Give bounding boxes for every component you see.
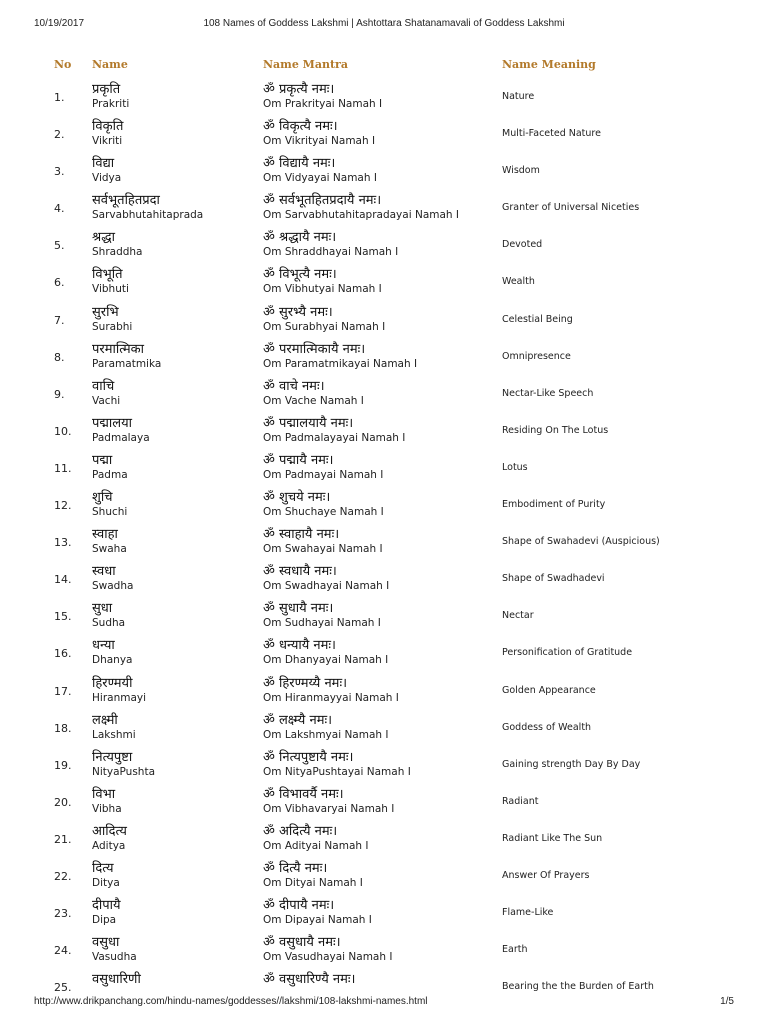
mantra-transliteration: Om Vibhavaryai Namah I (263, 802, 395, 815)
name-meaning: Bearing the the Burden of Earth (502, 981, 654, 993)
mantra-devanagari: ॐ वसुधारिण्यै नमः। (263, 972, 356, 988)
row-number: 12. (54, 499, 72, 513)
table-row (0, 896, 768, 933)
name-devanagari: प्रकृति (92, 82, 121, 97)
name-devanagari: श्रद्धा (92, 230, 115, 246)
table-row (0, 674, 768, 711)
name-transliteration: Shraddha (92, 246, 143, 259)
row-number: 3. (54, 165, 65, 179)
name-transliteration: Vidya (92, 172, 122, 185)
names-table (0, 52, 768, 1007)
name-meaning: Gaining strength Day By Day (502, 758, 641, 770)
mantra-devanagari: ॐ विकृत्यै नमः। (263, 119, 338, 135)
table-row (0, 711, 768, 748)
name-transliteration: Surabhi (92, 320, 133, 333)
name-devanagari: वाचि (92, 378, 115, 394)
name-devanagari: नित्यपुष्टा (92, 749, 133, 765)
name-devanagari: विकृति (92, 119, 124, 135)
mantra-devanagari: ॐ सर्वभूतहितप्रदायै नमः। (263, 193, 382, 209)
name-meaning: Personification of Gratitude (502, 647, 633, 659)
name-devanagari: स्वाहा (92, 527, 118, 543)
name-devanagari: हिरण्मयी (92, 675, 133, 691)
name-meaning: Granter of Universal Niceties (502, 202, 640, 214)
name-devanagari: वसुधा (92, 935, 120, 951)
mantra-transliteration: Om Vasudhayai Namah I (263, 951, 393, 964)
name-meaning: Radiant Like The Sun (502, 832, 603, 844)
row-number: 16. (54, 647, 72, 661)
name-transliteration: Lakshmi (92, 728, 136, 741)
name-transliteration: Sudha (92, 617, 126, 630)
name-meaning: Earth (502, 944, 528, 956)
header-mantra: Name Mantra (263, 58, 348, 71)
mantra-transliteration: Om Paramatmikayai Namah I (263, 357, 418, 370)
row-number: 6. (54, 276, 65, 290)
table-row (0, 785, 768, 822)
header-meaning: Name Meaning (502, 58, 596, 71)
row-number: 14. (54, 573, 72, 587)
mantra-transliteration: Om NityaPushtayai Namah I (263, 765, 411, 778)
table-row (0, 117, 768, 154)
name-transliteration: Sarvabhutahitaprada (92, 209, 204, 222)
name-transliteration: Ditya (92, 876, 120, 889)
row-number: 24. (54, 944, 72, 958)
mantra-transliteration: Om Lakshmyai Namah I (263, 728, 389, 741)
table-body (0, 80, 768, 1007)
name-devanagari: विभा (92, 786, 116, 802)
row-number: 15. (54, 610, 72, 624)
mantra-transliteration: Om Adityai Namah I (263, 839, 369, 852)
name-devanagari: विभूति (92, 267, 123, 283)
name-meaning: Nectar-Like Speech (502, 387, 594, 399)
mantra-transliteration: Om Prakrityai Namah I (263, 98, 383, 110)
name-transliteration: Aditya (92, 839, 126, 852)
mantra-devanagari: ॐ अदित्यै नमः। (263, 823, 338, 839)
name-devanagari: सुधा (92, 601, 113, 617)
name-transliteration: Vachi (92, 394, 121, 407)
page-title: 108 Names of Goddess Lakshmi | Ashtottara Shatanamavali of Goddess Lakshmi (203, 18, 565, 29)
table-row (0, 525, 768, 562)
row-number: 25. (54, 981, 72, 995)
mantra-transliteration: Om Shuchaye Namah I (263, 506, 384, 519)
mantra-devanagari: ॐ सुधायै नमः। (263, 601, 334, 617)
mantra-devanagari: ॐ पद्मालयायै नमः। (263, 415, 354, 431)
print-date: 10/19/2017 (34, 18, 85, 29)
mantra-transliteration: Om Padmayai Namah I (263, 468, 384, 481)
mantra-transliteration: Om Shraddhayai Namah I (263, 246, 399, 259)
print-header (0, 0, 768, 40)
mantra-transliteration: Om Vidyayai Namah I (263, 172, 377, 185)
table-row (0, 599, 768, 636)
name-devanagari: पद्मा (92, 452, 113, 468)
header-no: No (54, 58, 72, 71)
mantra-devanagari: ॐ सुरभ्यै नमः। (263, 304, 333, 320)
name-transliteration: Vasudha (92, 951, 137, 964)
name-transliteration: Vibhuti (92, 283, 129, 296)
name-devanagari: सर्वभूतहितप्रदा (92, 193, 160, 209)
table-row (0, 822, 768, 859)
name-meaning: Shape of Swahadevi (Auspicious) (502, 536, 660, 548)
row-number: 10. (54, 424, 72, 438)
name-meaning: Multi-Faceted Nature (502, 128, 601, 140)
row-number: 17. (54, 684, 72, 698)
row-number: 8. (54, 350, 65, 364)
table-row (0, 228, 768, 265)
mantra-transliteration: Om Hiranmayyai Namah I (263, 691, 399, 704)
mantra-transliteration: Om Swahayai Namah I (263, 543, 383, 556)
mantra-devanagari: ॐ वाचे नमः। (263, 378, 325, 394)
name-meaning: Devoted (502, 239, 543, 251)
header-name: Name (92, 58, 128, 71)
name-transliteration: Paramatmika (92, 357, 162, 370)
row-number: 19. (54, 758, 72, 772)
table-row (0, 265, 768, 302)
row-number: 11. (54, 461, 72, 475)
name-devanagari: आदित्य (92, 823, 127, 839)
mantra-devanagari: ॐ पद्मायै नमः। (263, 452, 334, 468)
name-meaning: Omnipresence (502, 350, 571, 362)
mantra-devanagari: ॐ विभावर्यै नमः। (263, 786, 344, 802)
mantra-transliteration: Om Sudhayai Namah I (263, 617, 381, 630)
page-number: 1/5 (720, 996, 734, 1007)
name-meaning: Answer Of Prayers (502, 869, 590, 881)
name-meaning: Celestial Being (502, 313, 573, 325)
mantra-transliteration: Om Dityai Namah I (263, 876, 363, 889)
name-meaning: Wealth (502, 276, 535, 288)
row-number: 5. (54, 239, 65, 253)
table-row (0, 859, 768, 896)
row-number: 13. (54, 536, 72, 550)
mantra-transliteration: Om Vikrityai Namah I (263, 135, 376, 148)
mantra-devanagari: ॐ लक्ष्म्यै नमः। (263, 712, 333, 728)
table-row (0, 562, 768, 599)
name-transliteration: Padmalaya (92, 431, 150, 444)
name-transliteration: Hiranmayi (92, 691, 147, 704)
table-row (0, 488, 768, 525)
name-transliteration: Dhanya (92, 654, 133, 667)
row-number: 23. (54, 907, 72, 921)
table-row (0, 636, 768, 673)
table-row (0, 80, 768, 117)
name-devanagari: वसुधारिणी (92, 972, 141, 988)
mantra-transliteration: Om Padmalayayai Namah I (263, 431, 406, 444)
table-row (0, 191, 768, 228)
mantra-devanagari: ॐ दित्यै नमः। (263, 860, 328, 876)
name-meaning: Wisdom (502, 165, 540, 177)
name-devanagari: लक्ष्मी (92, 712, 118, 728)
name-transliteration: Shuchi (92, 506, 128, 519)
row-number: 4. (54, 202, 65, 216)
row-number: 2. (54, 128, 65, 142)
name-devanagari: स्वधा (92, 564, 116, 580)
table-row (0, 154, 768, 191)
table-row (0, 933, 768, 970)
table-row (0, 340, 768, 377)
name-meaning: Radiant (502, 795, 539, 807)
mantra-devanagari: ॐ परमात्मिकायै नमः। (263, 341, 366, 357)
name-devanagari: परमात्मिका (92, 341, 144, 357)
name-devanagari: दित्य (92, 860, 114, 876)
mantra-devanagari: ॐ स्वाहायै नमः। (263, 527, 340, 543)
source-url[interactable]: http://www.drikpanchang.com/hindu-names/goddesses//lakshmi/108-lakshmi-names.html (34, 996, 428, 1007)
name-meaning: Shape of Swadhadevi (502, 573, 605, 585)
print-footer (0, 996, 768, 1016)
mantra-devanagari: ॐ विद्यायै नमः। (263, 156, 336, 172)
row-number: 21. (54, 832, 72, 846)
row-number: 22. (54, 869, 72, 883)
table-row (0, 414, 768, 451)
name-transliteration: Padma (92, 468, 128, 481)
mantra-transliteration: Om Dhanyayai Namah I (263, 654, 389, 667)
name-devanagari: दीपायै (92, 898, 121, 914)
name-transliteration: Swadha (92, 580, 134, 593)
name-meaning: Embodiment of Purity (502, 499, 606, 511)
row-number: 18. (54, 721, 72, 735)
name-meaning: Golden Appearance (502, 684, 596, 696)
mantra-transliteration: Om Sarvabhutahitapradayai Namah I (263, 209, 460, 222)
row-number: 9. (54, 387, 65, 401)
name-transliteration: NityaPushta (92, 765, 156, 778)
mantra-devanagari: ॐ विभूत्यै नमः। (263, 267, 337, 283)
name-transliteration: Vibha (92, 802, 122, 815)
mantra-devanagari: ॐ दीपायै नमः। (263, 898, 335, 914)
mantra-devanagari: ॐ नित्यपुष्टायै नमः। (263, 749, 354, 765)
name-transliteration: Prakriti (92, 98, 130, 110)
mantra-transliteration: Om Surabhyai Namah I (263, 320, 386, 333)
name-meaning: Goddess of Wealth (502, 721, 592, 733)
mantra-transliteration: Om Dipayai Namah I (263, 914, 372, 927)
mantra-devanagari: ॐ वसुधायै नमः। (263, 935, 341, 951)
mantra-transliteration: Om Swadhayai Namah I (263, 580, 390, 593)
name-transliteration: Swaha (92, 543, 127, 556)
table-row (0, 451, 768, 488)
row-number: 1. (54, 91, 65, 104)
name-devanagari: पद्मालया (92, 415, 133, 431)
mantra-transliteration: Om Vache Namah I (263, 394, 364, 407)
mantra-devanagari: ॐ धन्यायै नमः। (263, 638, 336, 654)
name-meaning: Nectar (502, 610, 534, 622)
table-header (0, 52, 768, 80)
table-row (0, 748, 768, 785)
row-number: 20. (54, 795, 72, 809)
name-transliteration: Dipa (92, 914, 117, 927)
mantra-devanagari: ॐ श्रद्धायै नमः। (263, 230, 337, 246)
row-number: 7. (54, 313, 65, 327)
name-meaning: Lotus (502, 461, 528, 473)
name-devanagari: सुरभि (92, 304, 119, 320)
name-meaning: Nature (502, 91, 535, 102)
name-meaning: Flame-Like (502, 907, 554, 919)
mantra-devanagari: ॐ स्वधायै नमः। (263, 564, 337, 580)
name-devanagari: विद्या (92, 156, 115, 172)
name-devanagari: शुचि (92, 490, 113, 506)
mantra-transliteration: Om Vibhutyai Namah I (263, 283, 382, 296)
name-transliteration: Vikriti (92, 135, 123, 148)
table-row (0, 303, 768, 340)
table-row (0, 377, 768, 414)
mantra-devanagari: ॐ शुचये नमः। (263, 490, 331, 506)
mantra-devanagari: ॐ हिरण्मय्यै नमः। (263, 675, 348, 691)
name-devanagari: धन्या (92, 638, 115, 654)
name-meaning: Residing On The Lotus (502, 424, 609, 436)
mantra-devanagari: ॐ प्रकृत्यै नमः। (263, 82, 335, 97)
